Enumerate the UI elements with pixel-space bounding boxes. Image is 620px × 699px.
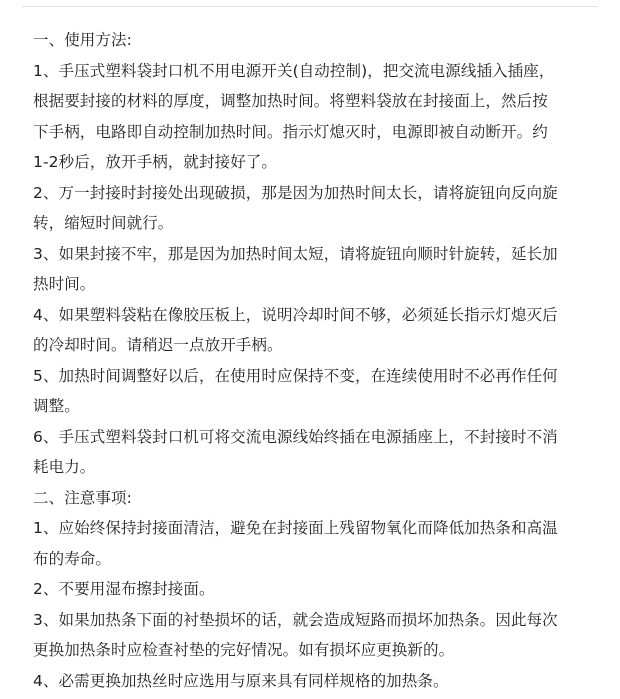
top-divider: [22, 6, 598, 7]
text-line: 1、应始终保持封接面清洁，避免在封接面上残留物氧化而降低加热条和高温: [33, 519, 558, 537]
text-line: 的冷却时间。请稍迟一点放开手柄。: [33, 336, 283, 354]
section-heading-usage: 一、使用方法:: [33, 31, 132, 49]
text-line: 6、手压式塑料袋封口机可将交流电源线始终插在电源插座上，不封接时不消: [33, 427, 558, 446]
text-line: 3、如果封接不牢，那是因为加热时间太短，请将旋钮向顺时针旋转，延长加: [33, 244, 558, 263]
text-line: 5、加热时间调整好以后，在使用时应保持不变，在连续使用时不必再作任何: [33, 366, 558, 385]
section-heading-notes: 二、注意事项:: [33, 488, 132, 507]
text-line: 1-2秒后，放开手柄，就封接好了。: [33, 153, 278, 171]
text-line: 2、万一封接时封接处出现破损，那是因为加热时间太长，请将旋钮向反向旋: [33, 183, 558, 202]
instruction-document: [33, 25, 593, 696]
text-line: 4、必需更换加热丝时应选用与原来具有同样规格的加热条。: [33, 671, 449, 690]
text-line: 根据要封接的材料的厚度，调整加热时间。将塑料袋放在封接面上，然后按: [33, 92, 548, 110]
text-line: 调整。: [33, 397, 80, 415]
text-line: 转，缩短时间就行。: [33, 214, 174, 232]
text-line: 下手柄，电路即自动控制加热时间。指示灯熄灭时，电源即被自动断开。约: [33, 122, 548, 141]
text-line: 3、如果加热条下面的衬垫损坏的话，就会造成短路而损坏加热条。因此每次: [33, 610, 558, 629]
text-line: 耗电力。: [33, 458, 96, 476]
text-line: 2、不要用湿布擦封接面。: [33, 580, 215, 598]
text-line: 热时间。: [33, 275, 96, 293]
text-line: 4、如果塑料袋粘在像胶压板上，说明冷却时间不够，必须延长指示灯熄灭后: [33, 305, 558, 324]
text-line: 更换加热条时应检查衬垫的完好情况。如有损坏应更换新的。: [33, 641, 455, 659]
text-line: 布的寿命。: [33, 549, 112, 568]
text-line: 1、手压式塑料袋封口机不用电源开关(自动控制)，把交流电源线插入插座，: [33, 61, 555, 80]
